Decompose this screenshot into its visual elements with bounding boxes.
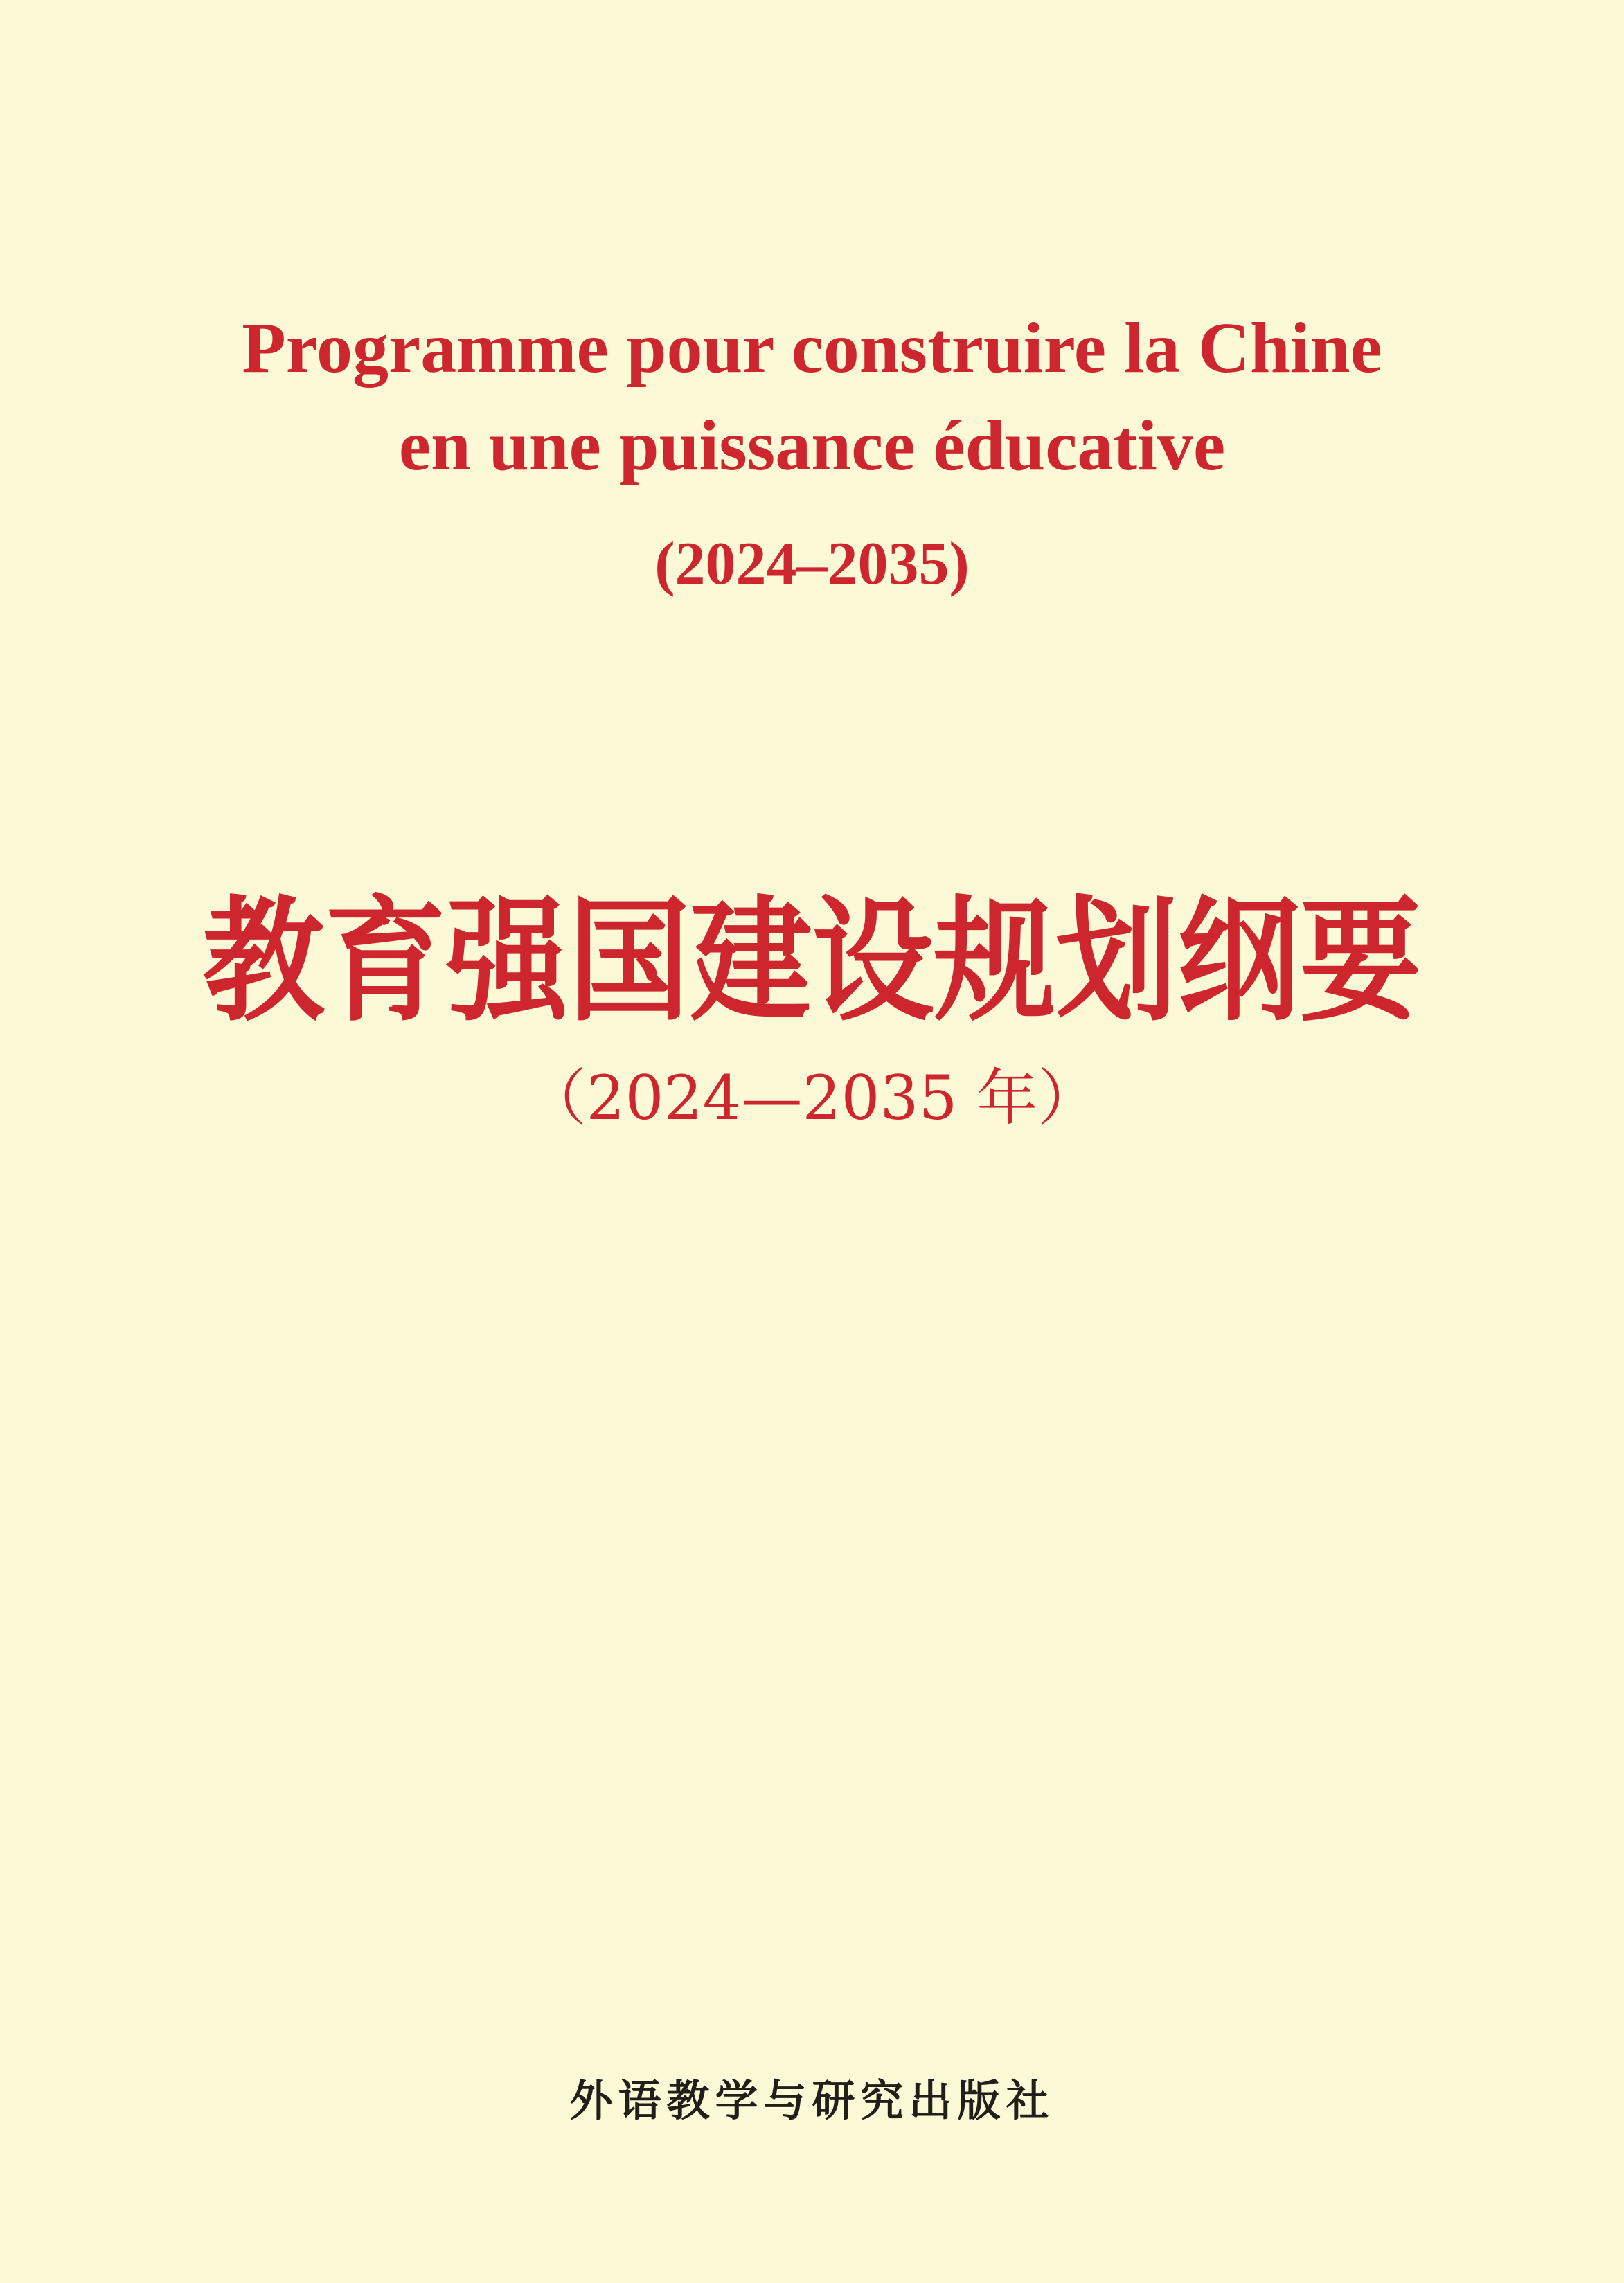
french-year-range: (2024–2035): [654, 530, 970, 598]
french-title-line1: Programme pour construire la Chine: [242, 308, 1382, 388]
french-title: [0, 299, 1624, 495]
chinese-title: 教育强国建设规划纲要: [202, 881, 1422, 1040]
chinese-year-range: （2024—2035 年）: [525, 1062, 1099, 1134]
french-title-line2: en une puissance éducative: [398, 406, 1226, 486]
publisher-name: 外语教学与研究出版社: [569, 2075, 1055, 2126]
